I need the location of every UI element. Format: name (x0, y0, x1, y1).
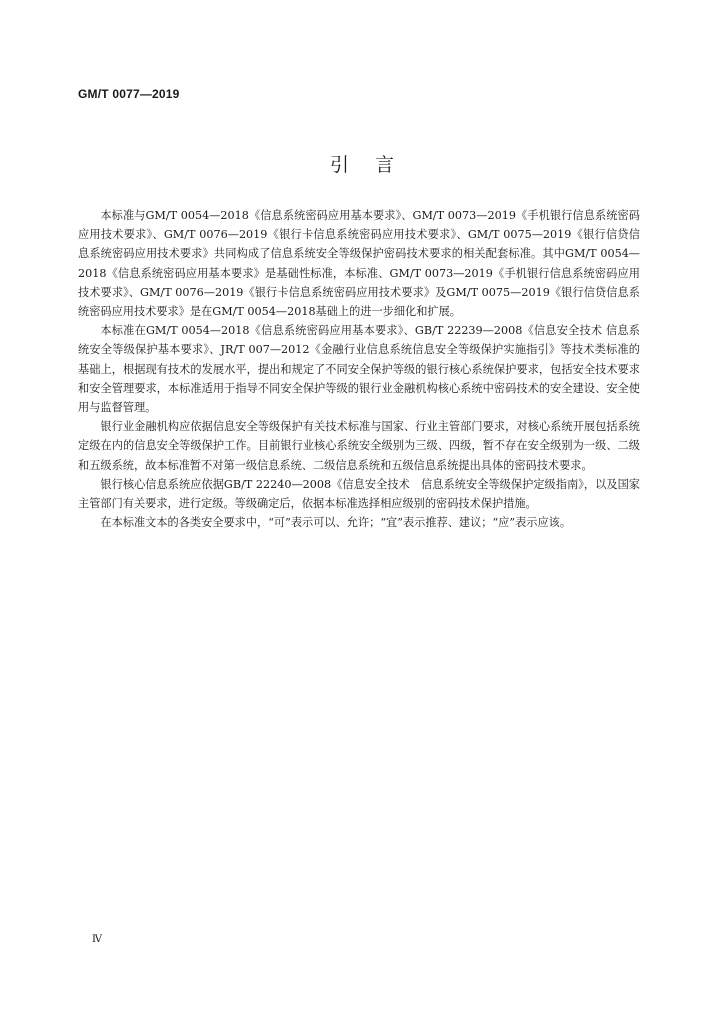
body-text (78, 206, 640, 532)
page-number: Ⅳ (92, 934, 102, 945)
paragraph-2: 本标准在GM/T 0054—2018《信息系统密码应用基本要求》、GB/T 22239—2008《信息安全技术 信息系统安全等级保护基本要求》、JR/T 007—2012《金融行业信息系统信息安全等级保护实施指引》等技术类标准的基础上，根据现有技术的发展水平，提出和规定了不同安全保护等级的银行核心系统保护要求，包括安全技术要求和安全管理要求，本标准适用于指导不同安全保护等级的银行业金融机构核心系统中密码技术的安全建设、安全使用与监督管理。 (78, 324, 640, 415)
page-title: 引言 (329, 154, 420, 176)
paragraph-4: 银行核心信息系统应依据GB/T 22240—2008《信息安全技术 信息系统安全等级保护定级指南》，以及国家主管部门有关要求，进行定级。等级确定后，依据本标准选择相应级别的密码技术保护措施。 (78, 477, 640, 511)
document-code: GM/T 0077—2019 (78, 87, 180, 101)
paragraph-3: 银行业金融机构应依据信息安全等级保护有关技术标准与国家、行业主管部门要求，对核心系统开展包括系统定级在内的信息安全等级保护工作。目前银行业核心系统安全级别为三级、四级，暂不存在安全级别为一级、二级和五级系统，故本标准暂不对第一级信息系统、二级信息系统和五级信息系统提出具体的密码技术要求。 (78, 420, 640, 472)
paragraph-5: 在本标准文本的各类安全要求中，“可”表示可以、允许；“宜”表示推荐、建议；“应”表示应该。 (100, 516, 572, 530)
paragraph-1: 本标准与GM/T 0054—2018《信息系统密码应用基本要求》、GM/T 0073—2019《手机银行信息系统密码应用技术要求》、GM/T 0076—2019《银行卡信息系统密码应用技术要求》、GM/T 0075—2019《银行信贷信息系统密码应用技术要求》共同构成了信息系统安全等级保护密码技术要求的相关配套标准。其中GM/T 0054—2018《信息系统密码应用基本要求》是基础性标准，本标准、GM/T 0073—2019《手机银行信息系统密码应用技术要求》、GM/T 0076—2019《银行卡信息系统密码应用技术要求》及GM/T 0075—2019《银行信贷信息系统密码应用技术要求》是在GM/T 0054—2018基础上的进一步细化和扩展。 (78, 209, 640, 319)
